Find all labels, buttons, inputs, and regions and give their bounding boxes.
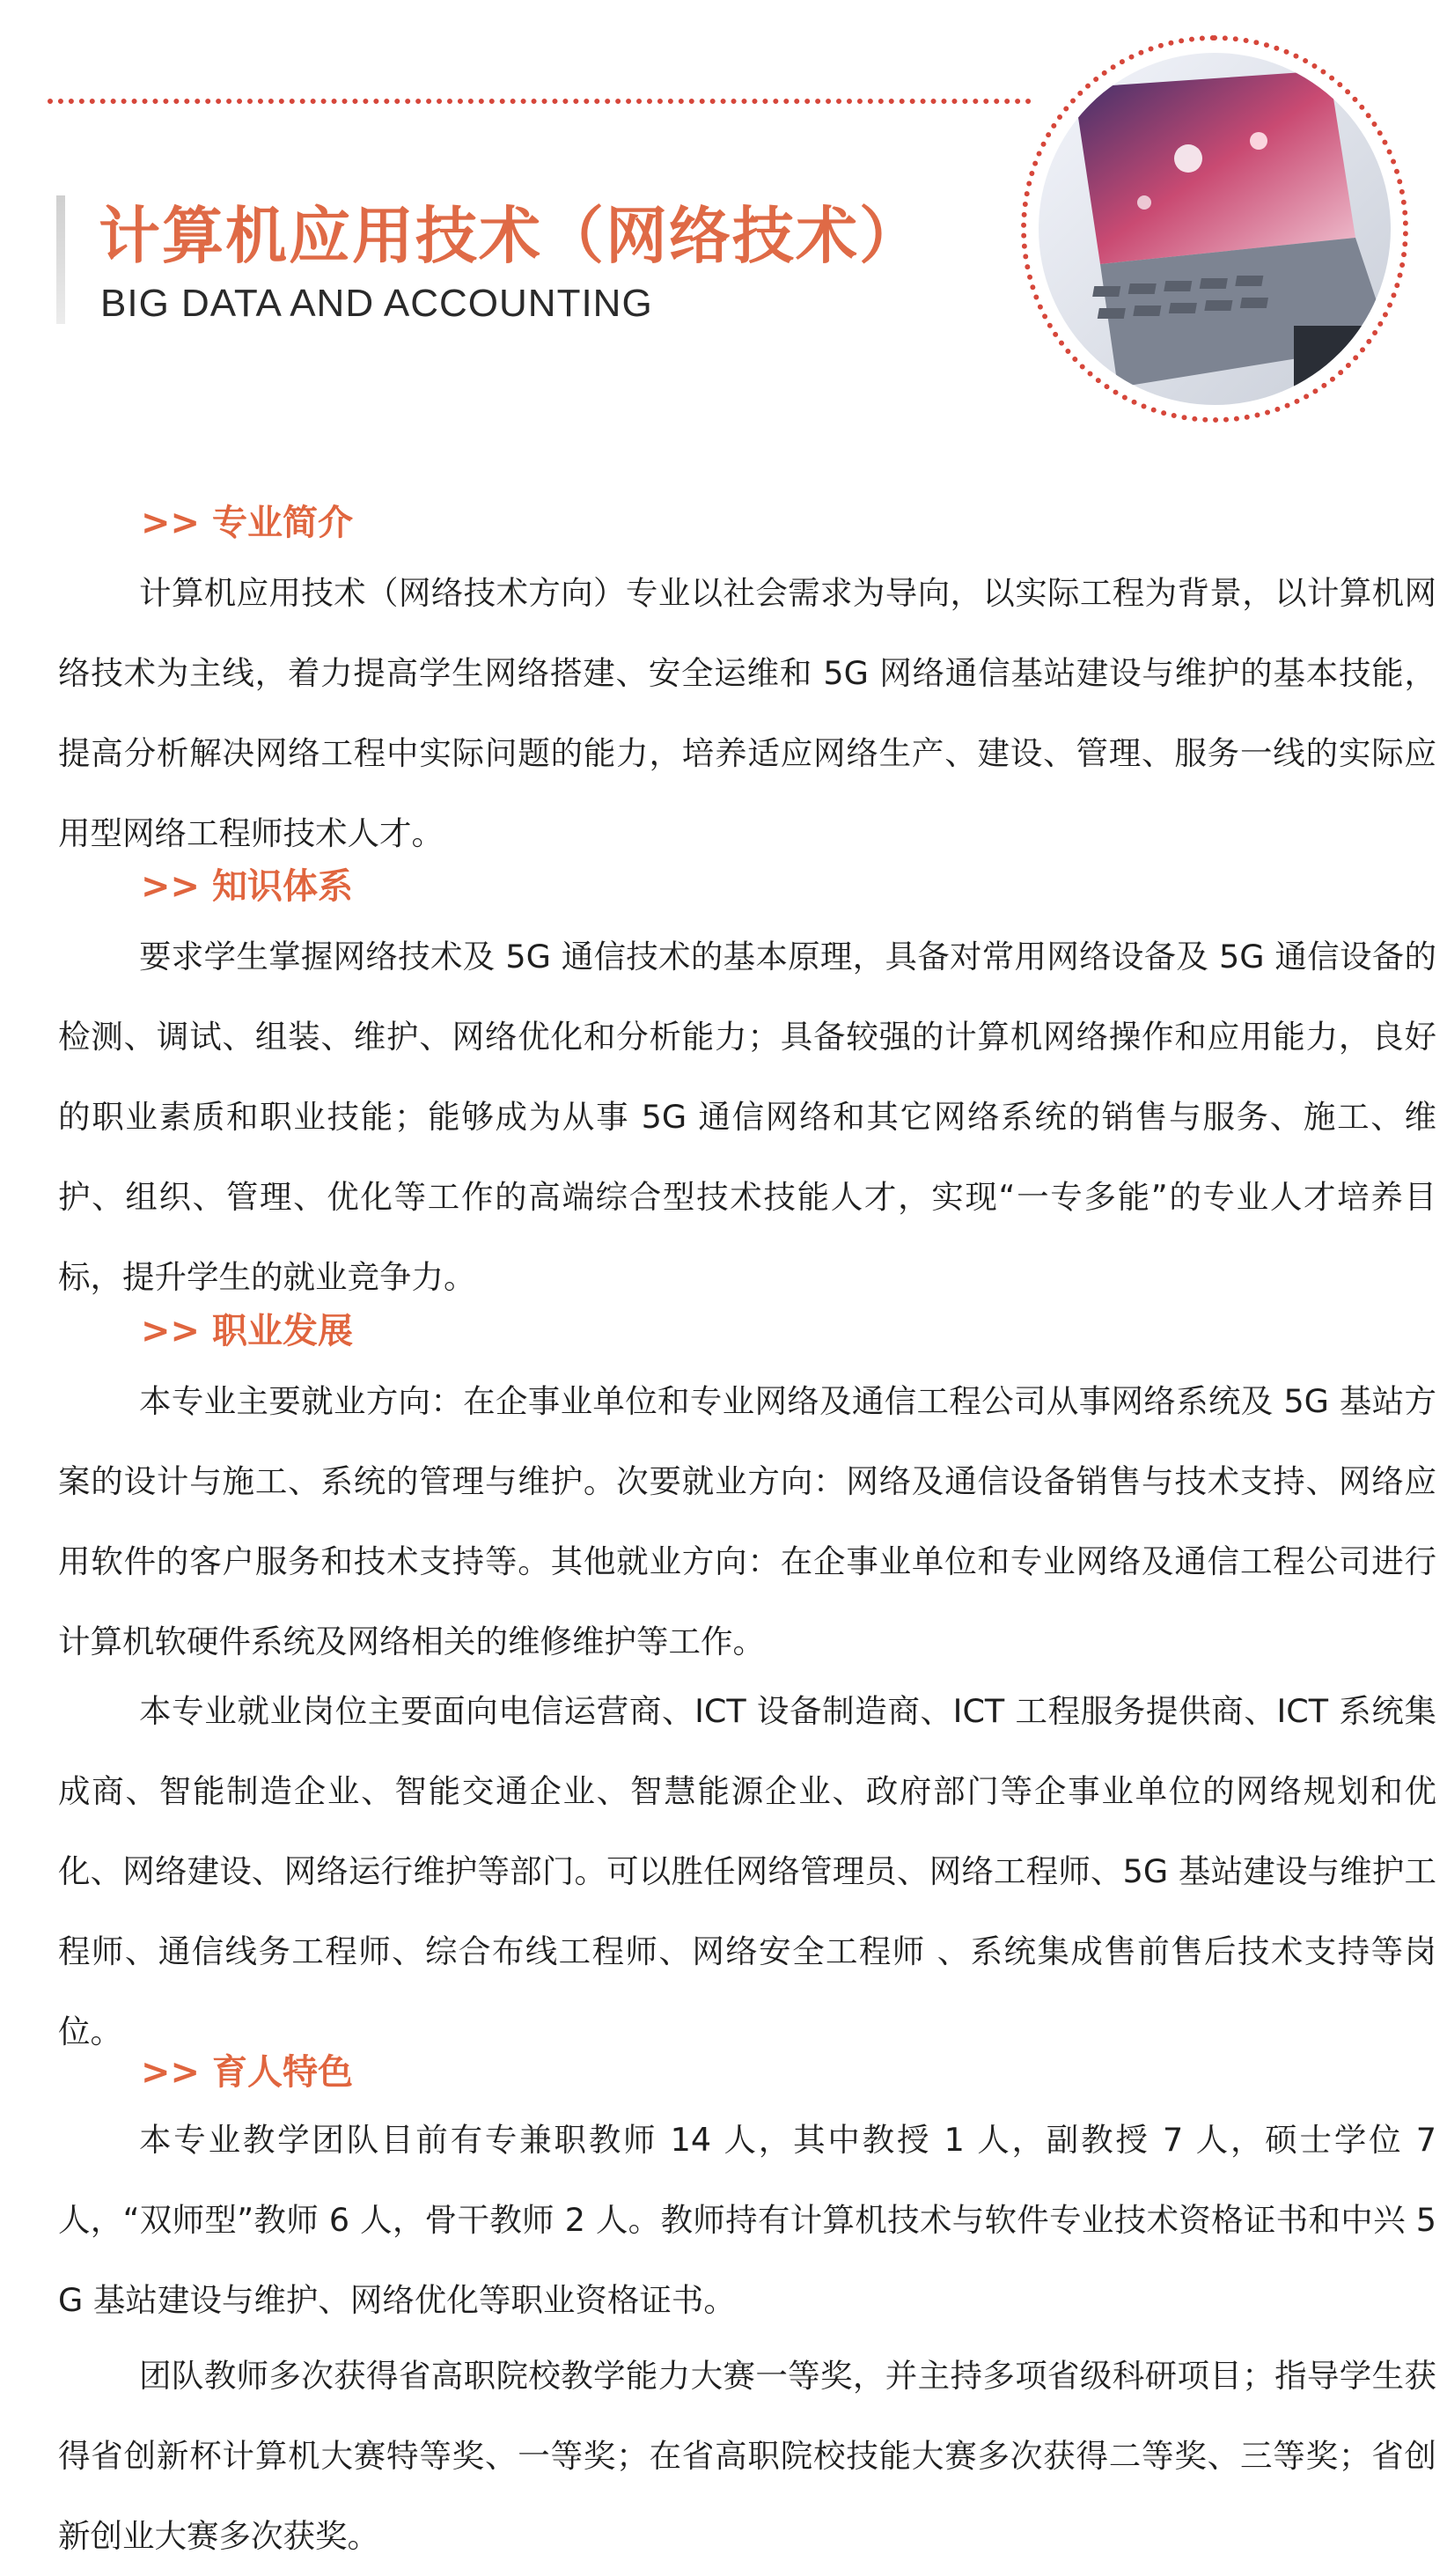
section-paragraph: 计算机应用技术（网络技术方向）专业以社会需求为导向，以实际工程为背景，以计算机网络技术为主线，着力提高学生网络搭建、安全运维和 5G 网络通信基站建设与维护的基本技能，提高分析解决网络工程中实际问题的能力，培养适应网络生产、建设、管理、服务一线的实际应用型网络工程师技术人才。 xyxy=(58,574,1436,852)
laptop-photo xyxy=(1039,53,1391,405)
section-heading-features: >> 育人特色 xyxy=(141,2052,353,2093)
section-paragraph: 团队教师多次获得省高职院校教学能力大赛一等奖，并主持多项省级科研项目；指导学生获得省创新杯计算机大赛特等奖、一等奖；在省高职院校技能大赛多次获得二等奖、三等奖；省创新创业大赛多次获奖。 xyxy=(58,2357,1436,2555)
section-paragraph: 本专业就业岗位主要面向电信运营商、ICT 设备制造商、ICT 工程服务提供商、ICT 系统集成商、智能制造企业、智能交通企业、智慧能源企业、政府部门等企事业单位的网络规划和优化、网络建设、网络运行维护等部门。可以胜任网络管理员、网络工程师、5G 基站建设与维护工程师、通信线务工程师、综合布线工程师、网络安全工程师 、系统集成售前售后技术支持等岗位。 xyxy=(58,1692,1436,2050)
section-paragraph: 本专业教学团队目前有专兼职教师 14 人，其中教授 1 人，副教授 7 人，硕士学位 7 人，“双师型”教师 6 人，骨干教师 2 人。教师持有计算机技术与软件专业技术资格证书和中兴 5G 基站建设与维护、网络优化等职业资格证书。 xyxy=(58,2121,1436,2319)
section-paragraph: 本专业主要就业方向：在企事业单位和专业网络及通信工程公司从事网络系统及 5G 基站方案的设计与施工、系统的管理与维护。次要就业方向：网络及通信设备销售与技术支持、网络应用软件的客户服务和技术支持等。其他就业方向：在企事业单位和专业网络及通信工程公司进行计算机软硬件系统及网络相关的维修维护等工作。 xyxy=(58,1382,1436,1660)
section-heading-intro: >> 专业简介 xyxy=(141,503,353,543)
section-heading-knowledge: >> 知识体系 xyxy=(141,866,353,907)
laptop-icon xyxy=(1039,53,1391,405)
header-photo-frame xyxy=(1021,35,1408,423)
title-accent-bar xyxy=(56,195,65,324)
page-title: 计算机应用技术（网络技术） xyxy=(99,200,922,272)
section-heading-career: >> 职业发展 xyxy=(141,1311,353,1351)
section-paragraph: 要求学生掌握网络技术及 5G 通信技术的基本原理，具备对常用网络设备及 5G 通信设备的检测、调试、组装、维护、网络优化和分析能力；具备较强的计算机网络操作和应用能力，良好的职业素质和职业技能；能够成为从事 5G 通信网络和其它网络系统的销售与服务、施工、维护、组织、管理、优化等工作的高端综合型技术技能人才，实现“一专多能”的专业人才培养目标，提升学生的就业竞争力。 xyxy=(58,938,1436,1296)
top-dotted-divider xyxy=(48,99,1032,104)
page-subtitle: BIG DATA AND ACCOUNTING xyxy=(100,282,653,325)
